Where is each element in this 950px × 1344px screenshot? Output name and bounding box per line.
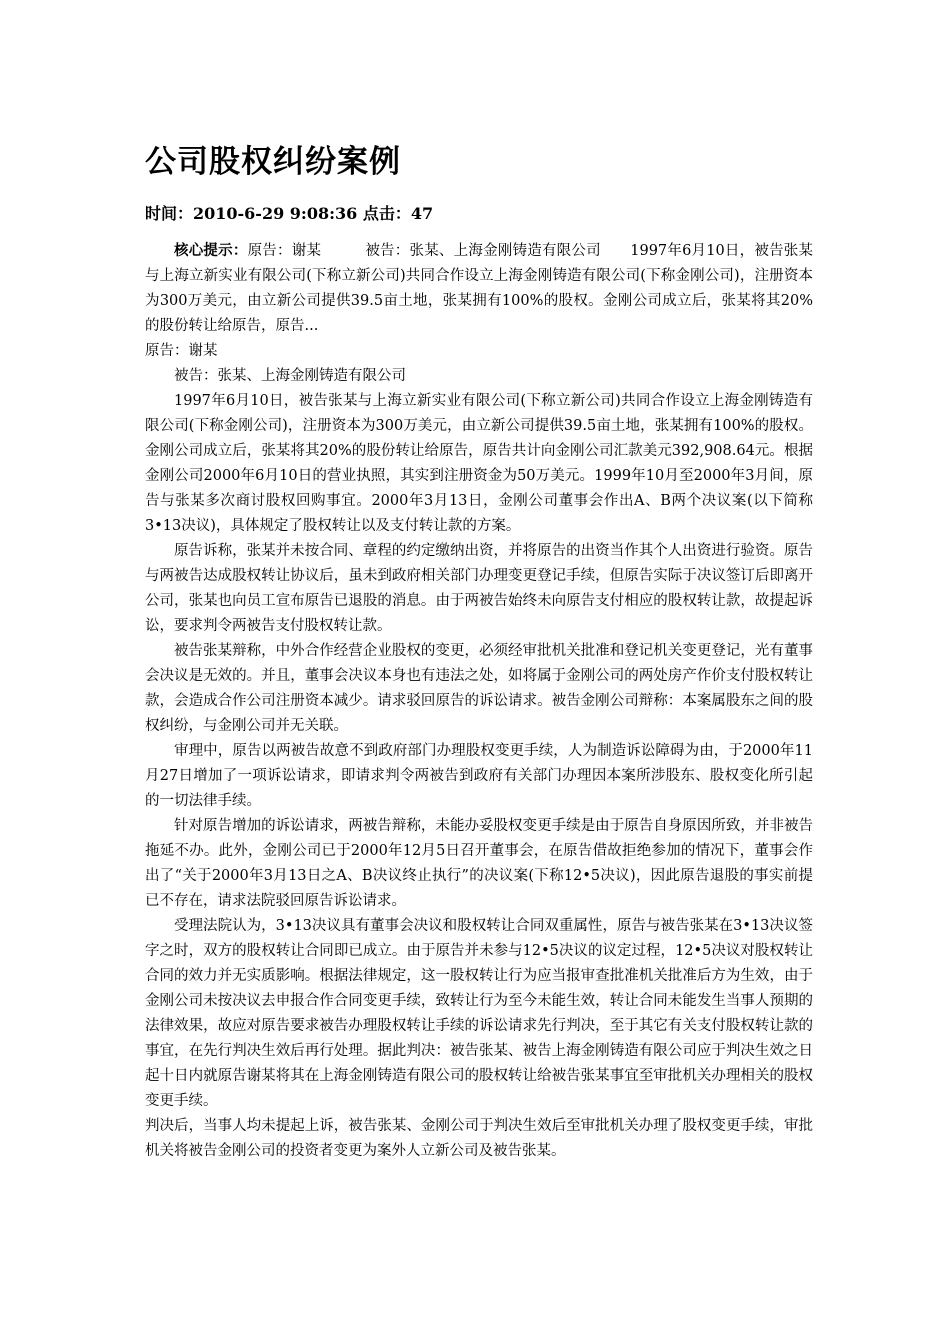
plaintiff-line: 原告：谢某 bbox=[145, 343, 218, 359]
body-paragraph: 1997年6月10日，被告张某与上海立新实业有限公司(下称立新公司)共同合作设立上海金刚铸造有限公司(下称金刚公司)，注册资本为300万美元，由立新公司提供39.5亩土地，张某拥有100%的股权。金刚公司成立后，张某将其20%的股份转让给原告，原告共计向金刚公司汇款美元392,908.64元。根据金刚公司2000年6月10日的营业执照，其实到注册资金为50万美元。1999年10月至2000年3月间，原告与张某多次商讨股权回购事宜。2000年3月13日，金刚公司董事会作出A、B两个决议案(以下简称3•13决议)，具体规定了股权转让以及支付转让款的方案。 bbox=[145, 393, 813, 534]
body-paragraph: 原告诉称，张某并未按合同、章程的约定缴纳出资，并将原告的出资当作其个人出资进行验资。原告与两被告达成股权转让协议后，虽未到政府相关部门办理变更登记手续，但原告实际于决议签订后即离开公司，张某也向员工宣布原告已退股的消息。由于两被告始终未向原告支付相应的股权转让款，故提起诉讼，要求判令两被告支付股权转让款。 bbox=[145, 543, 813, 634]
article-meta: 时间：2010-6-29 9:08:36 点击：47 bbox=[145, 204, 434, 223]
summary-text: 原告：谢某 被告：张某、上海金刚铸造有限公司 1997年6月10日，被告张某与上海立新实业有限公司(下称立新公司)共同合作设立上海金刚铸造有限公司(下称金刚公司)，注册资本为300万美元，由立新公司提供39.5亩土地，张某拥有100%的股权。金刚公司成立后，张某将其20%的股份转让给原告，原告... bbox=[145, 243, 814, 334]
summary-label: 核心提示： bbox=[174, 242, 248, 259]
page-title: 公司股权纠纷案例 bbox=[145, 144, 401, 180]
body-paragraph: 被告张某辩称，中外合作经营企业股权的变更，必须经审批机关批准和登记机关变更登记，光有董事会决议是无效的。并且，董事会决议本身也有违法之处，如将属于金刚公司的两处房产作价支付股权转让款，会造成合作公司注册资本减少。请求驳回原告的诉讼请求。被告金刚公司辩称：本案属股东之间的股权纠纷，与金刚公司并无关联。 bbox=[145, 643, 813, 734]
closing-paragraph: 判决后，当事人均未提起上诉，被告张某、金刚公司于判决生效后至审批机关办理了股权变更手续，审批机关将被告金刚公司的投资者变更为案外人立新公司及被告张某。 bbox=[145, 1118, 813, 1159]
body-paragraph: 针对原告增加的诉讼请求，两被告辩称，未能办妥股权变更手续是由于原告自身原因所致，并非被告拖延不办。此外，金刚公司已于2000年12月5日召开董事会，在原告借故拒绝参加的情况下，董事会作出了“关于2000年3月13日之A、B决议终止执行”的决议案(下称12•5决议)，因此原告退股的事实前提已不存在，请求法院驳回原告诉讼请求。 bbox=[145, 818, 813, 909]
defendant-line: 被告：张某、上海金刚铸造有限公司 bbox=[174, 368, 406, 384]
summary-paragraph bbox=[145, 238, 813, 339]
body-paragraph: 受理法院认为，3•13决议具有董事会决议和股权转让合同双重属性，原告与被告张某在3•13决议签字之时，双方的股权转让合同即已成立。由于原告并未参与12•5决议的议定过程，12•5决议对股权转让合同的效力并无实质影响。根据法律规定，这一股权转让行为应当报审查批准机关批准后方为生效，由于金刚公司未按决议去申报合作合同变更手续，致转让行为至今未能生效，转让合同未能发生当事人预期的法律效果，故应对原告要求被告办理股权转让手续的诉讼请求先行判决，至于其它有关支付股权转让款的事宜，在先行判决生效后再行处理。据此判决：被告张某、被告上海金刚铸造有限公司应于判决生效之日起十日内就原告谢某将其在上海金刚铸造有限公司的股权转让给被告张某事宜至审批机关办理相关的股权变更手续。 bbox=[145, 918, 813, 1109]
body-paragraph: 审理中，原告以两被告故意不到政府部门办理股权变更手续，人为制造诉讼障碍为由，于2000年11月27日增加了一项诉讼请求，即请求判令两被告到政府有关部门办理因本案所涉股东、股权变化所引起的一切法律手续。 bbox=[145, 743, 813, 809]
article-body bbox=[145, 238, 813, 1164]
document-page bbox=[145, 142, 813, 1164]
